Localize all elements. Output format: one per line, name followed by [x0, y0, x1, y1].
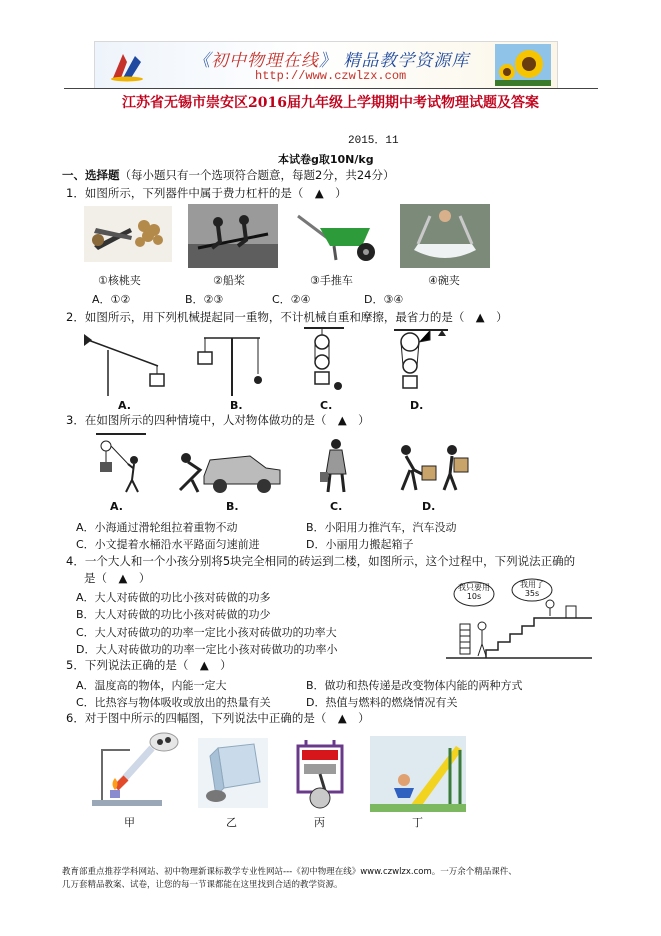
- adult-bubble-line2: 10s: [466, 592, 482, 601]
- q3-label-c: C.: [330, 500, 343, 513]
- q3-stem: 3．在如图所示的四种情境中，人对物体做功的是（ ▲ ）: [66, 413, 370, 427]
- carry-bucket-image: [316, 436, 358, 496]
- child-speech-bubble: [512, 580, 552, 598]
- q5-stem: 5．下列说法正确的是（ ▲ ）: [66, 658, 232, 672]
- wheelbarrow-image: [290, 206, 382, 264]
- ice-cube-image: [198, 738, 268, 808]
- q3-label-d: D.: [422, 500, 436, 513]
- q6-label-ding: 丁: [412, 816, 423, 829]
- child-bubble-line1: 我用了: [520, 580, 544, 589]
- q3-option-a[interactable]: A．小海通过滑轮组拉着重物不动: [76, 521, 238, 534]
- site-brand: 《初中物理在线》 精品教学资源库: [193, 51, 470, 71]
- pulley-block-diagram: [390, 326, 452, 398]
- site-logo-icon: [109, 48, 145, 82]
- q1-caption-1: ①核桃夹: [98, 274, 141, 287]
- footer-line-2: 几万套精品教案、试卷，让您的每一节课都能在这里找到合适的教学资源。: [62, 880, 343, 890]
- lift-box-image: [392, 440, 474, 496]
- movable-pulley-diagram: [300, 326, 348, 398]
- q6-label-jia: 甲: [124, 816, 135, 829]
- child-bubble-line2: 35s: [524, 589, 540, 598]
- pulley-person-image: [92, 432, 150, 496]
- nutcracker-image: [84, 206, 172, 262]
- adult-bubble-line1: 我只要用: [458, 583, 490, 592]
- rowing-image: [188, 204, 278, 268]
- bowl-clip-image: [400, 204, 490, 268]
- q1-option-a[interactable]: A．①②: [92, 293, 131, 306]
- q1-caption-2: ②船桨: [213, 274, 245, 287]
- q3-label-a: A.: [110, 500, 123, 513]
- q3-label-b: B.: [226, 500, 239, 513]
- q1-option-b[interactable]: B．②③: [185, 293, 224, 306]
- sunflower-icon: [495, 44, 551, 86]
- exam-date: 2015．11: [348, 135, 399, 147]
- q6-label-yi: 乙: [226, 816, 237, 829]
- q4-stem: 4．一个大人和一个小孩分别将5块完全相同的砖运到二楼，如图所示，这个过程中，下列说法正确的: [66, 554, 576, 568]
- page-footer: [62, 866, 622, 892]
- q4-stem-cont: 是（ ▲ ）: [84, 571, 151, 585]
- q1-option-c[interactable]: C．②④: [272, 293, 311, 306]
- balance-lever-diagram: [194, 330, 268, 398]
- site-url[interactable]: http://www.czwlzx.com: [255, 69, 407, 83]
- q2-label-b: B.: [230, 399, 243, 412]
- site-banner: [94, 41, 558, 89]
- q3-option-b[interactable]: B．小阳用力推汽车，汽车没动: [306, 521, 457, 534]
- slide-image: [370, 736, 466, 812]
- q6-label-bing: 丙: [314, 816, 325, 829]
- q2-stem: 2．如图所示，用下列机械提起同一重物，不计机械自重和摩擦，最省力的是（ ▲ ）: [66, 310, 508, 324]
- q2-label-d: D.: [410, 399, 424, 412]
- q2-label-a: A.: [118, 399, 131, 412]
- test-tube-heating-image: [82, 730, 180, 810]
- q6-stem: 6．对于图中所示的四幅图，下列说法中正确的是（ ▲ ）: [66, 711, 370, 725]
- footer-line-1: 教育部重点推荐学科网站、初中物理新课标教学专业性网站---《初中物理在线》www.czwlzx.com。一万余个精品课件、: [62, 867, 517, 877]
- q1-caption-3: ③手推车: [310, 274, 353, 287]
- engine-cylinder-image: [290, 740, 350, 812]
- section-heading: 一、选择题（每小题只有一个选项符合题意，每题2分，共24分）: [62, 168, 395, 182]
- q5-option-c[interactable]: C．比热容与物体吸收或放出的热量有关: [76, 696, 271, 709]
- q3-option-c[interactable]: C．小文提着水桶沿水平路面匀速前进: [76, 538, 260, 551]
- push-car-image: [170, 440, 286, 496]
- q2-label-c: C.: [320, 399, 333, 412]
- q3-option-d[interactable]: D．小丽用力搬起箱子: [306, 538, 414, 551]
- q4-option-a[interactable]: A．大人对砖做的功比小孩对砖做的功多: [76, 591, 271, 604]
- q1-option-d[interactable]: D．③④: [364, 293, 404, 306]
- q5-option-d[interactable]: D．热值与燃料的燃烧情况有关: [306, 696, 458, 709]
- q4-option-b[interactable]: B．大人对砖做的功比小孩对砖做的功少: [76, 608, 271, 621]
- adult-speech-bubble: [454, 583, 494, 601]
- stairs-figure: [446, 578, 592, 660]
- q4-option-d[interactable]: D．大人对砖做功的功率一定比小孩对砖做功的功率小: [76, 643, 338, 656]
- q5-option-a[interactable]: A．温度高的物体，内能一定大: [76, 679, 227, 692]
- page-title: 江苏省无锡市崇安区2016届九年级上学期期中考试物理试题及答案: [122, 95, 539, 111]
- q1-stem: 1．如图所示，下列器件中属于费力杠杆的是（ ▲ ）: [66, 186, 347, 200]
- g-value-note: 本试卷g取10N/kg: [278, 153, 374, 166]
- q5-option-b[interactable]: B．做功和热传递是改变物体内能的两种方式: [306, 679, 523, 692]
- q1-caption-4: ④碗夹: [428, 274, 460, 287]
- lever-diagram: [78, 330, 170, 398]
- q4-option-c[interactable]: C．大人对砖做功的功率一定比小孩对砖做功的功率大: [76, 626, 337, 639]
- header-rule: [64, 88, 598, 89]
